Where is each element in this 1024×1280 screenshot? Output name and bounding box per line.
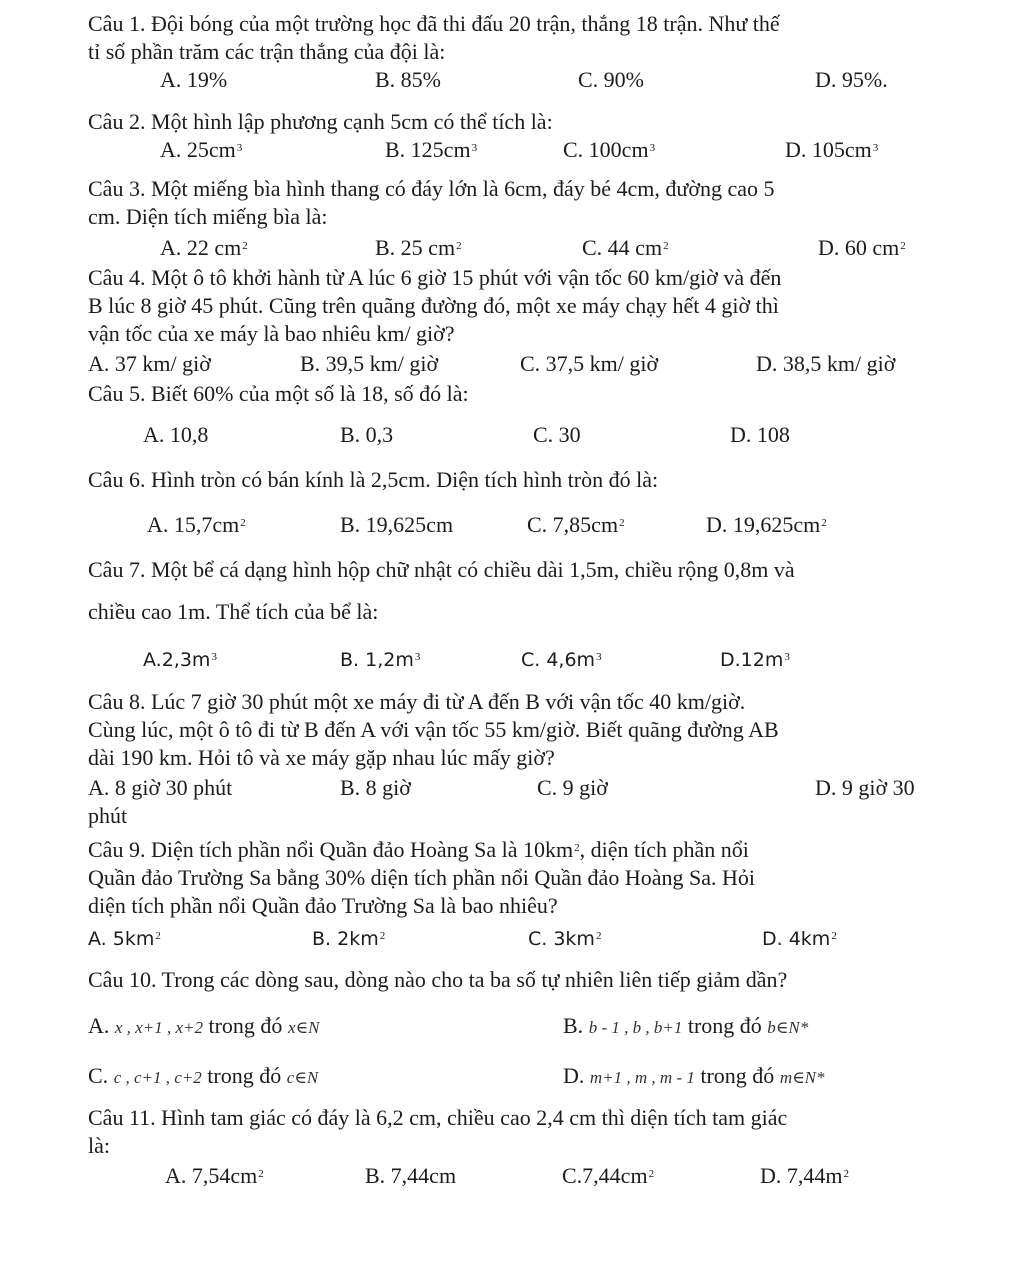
q6-option-a-text: A. 15,7cm — [147, 512, 240, 537]
q4-line-2: B lúc 8 giờ 45 phút. Cũng trên quãng đường đó, một xe máy chạy hết 4 giờ thì — [88, 293, 779, 318]
q11-option-a — [165, 1162, 264, 1190]
q8-option-a: A. 8 giờ 30 phút — [88, 775, 233, 800]
q1-option-c: C. 90% — [578, 67, 644, 92]
q1-option-d: D. 95%. — [815, 67, 888, 92]
q10-c-expression: c , c+1 , c+2 — [113, 1068, 202, 1087]
q8-line-2: Cùng lúc, một ô tô đi từ B đến A với vận tốc 55 km/giờ. Biết quãng đường AB — [88, 717, 779, 742]
q3-line-1: Câu 3. Một miếng bìa hình thang có đáy lớn là 6cm, đáy bé 4cm, đường cao 5 — [88, 176, 775, 201]
q8-option-d-continued: phút — [88, 803, 128, 828]
q9-line-1 — [88, 836, 749, 864]
q7-line-1: Câu 7. Một bể cá dạng hình hộp chữ nhật có chiều dài 1,5m, chiều rộng 0,8m và — [88, 557, 795, 582]
q5-option-b: B. 0,3 — [340, 422, 394, 447]
q2-a-exponent: 3 — [236, 142, 243, 154]
q2-option-b — [385, 136, 477, 164]
q9-option-b — [312, 924, 385, 953]
q7-option-c-text: C. 4,6m — [521, 649, 596, 671]
q6-d-exponent: 2 — [821, 517, 827, 529]
q3-option-d-text: D. 60 cm — [818, 235, 900, 260]
q3-line-2: cm. Diện tích miếng bìa là: — [88, 204, 328, 229]
q2-b-exponent: 3 — [471, 142, 478, 154]
q9-b-exponent: 2 — [379, 930, 386, 942]
q3-b-exponent: 2 — [456, 240, 462, 252]
q4-option-b: B. 39,5 km/ giờ — [300, 351, 439, 376]
q2-option-a-text: A. 25cm — [160, 137, 236, 162]
q8-option-c: C. 9 giờ — [537, 775, 608, 800]
q2-option-b-text: B. 125cm — [385, 137, 471, 162]
q7-option-a-text: A.2,3m — [143, 649, 211, 671]
q11-option-b: B. 7,44cm — [365, 1163, 457, 1188]
q7-d-exponent: 3 — [784, 651, 790, 663]
q10-a-label: A. — [88, 1013, 110, 1038]
q3-option-d — [818, 234, 906, 262]
q1-line-1: Câu 1. Đội bóng của một trường học đã thi đấu 20 trận, thắng 18 trận. Như thế — [88, 11, 780, 36]
q5-option-d: D. 108 — [730, 422, 790, 447]
q10-d-expression: m+1 , m , m - 1 — [589, 1068, 695, 1087]
q10-line-1: Câu 10. Trong các dòng sau, dòng nào cho ta ba số tự nhiên liên tiếp giảm dần? — [88, 967, 788, 992]
q1-line-2: tỉ số phần trăm các trận thắng của đội là: — [88, 39, 446, 64]
q3-option-c — [582, 234, 669, 262]
q9-line-1-part-a: Câu 9. Diện tích phần nổi Quần đảo Hoàng Sa là 10km — [88, 837, 574, 862]
q11-option-d-text: D. 7,44m — [760, 1163, 843, 1188]
q1-option-b: B. 85% — [375, 67, 441, 92]
q9-option-c-text: C. 3km — [528, 928, 595, 950]
q9-line-2: Quần đảo Trường Sa bằng 30% diện tích phần nổi Quần đảo Hoàng Sa. Hỏi — [88, 865, 755, 890]
q7-option-a — [143, 645, 217, 674]
q8-line-3: dài 190 km. Hỏi tô và xe máy gặp nhau lúc mấy giờ? — [88, 745, 555, 770]
q5-option-a: A. 10,8 — [143, 422, 209, 447]
q8-option-d: D. 9 giờ 30 — [815, 775, 915, 800]
q3-d-exponent: 2 — [900, 240, 906, 252]
q3-a-exponent: 2 — [242, 240, 248, 252]
q3-option-b-text: B. 25 cm — [375, 235, 456, 260]
q9-option-d-text: D. 4km — [762, 928, 831, 950]
q11-a-exponent: 2 — [258, 1168, 264, 1180]
q11-d-exponent: 2 — [843, 1168, 849, 1180]
q10-a-text: trong đó — [208, 1013, 283, 1038]
q10-option-a — [88, 1012, 319, 1042]
q6-option-c — [527, 511, 625, 539]
q1-option-a: A. 19% — [160, 67, 228, 92]
q9-a-exponent: 2 — [155, 930, 161, 942]
q10-a-expression: x , x+1 , x+2 — [114, 1018, 203, 1037]
q7-option-d-text: D.12m — [720, 649, 784, 671]
q4-line-3: vận tốc của xe máy là bao nhiêu km/ giờ? — [88, 321, 455, 346]
q9-line-1-exponent: 2 — [574, 842, 580, 854]
q3-option-c-text: C. 44 cm — [582, 235, 663, 260]
q2-d-exponent: 3 — [872, 142, 879, 154]
q4-option-a: A. 37 km/ giờ — [88, 351, 211, 376]
q9-option-a-text: A. 5km — [88, 928, 155, 950]
q11-c-exponent: 2 — [648, 1168, 655, 1180]
q10-option-b — [563, 1012, 808, 1042]
q6-option-d-text: D. 19,625cm — [706, 512, 821, 537]
q7-option-b-text: B. 1,2m — [340, 649, 414, 671]
q6-option-c-text: C. 7,85cm — [527, 512, 619, 537]
q4-option-c: C. 37,5 km/ giờ — [520, 351, 659, 376]
q3-option-a — [160, 234, 248, 262]
q9-line-1-part-b: , diện tích phần nổi — [579, 837, 749, 862]
q2-option-c — [563, 136, 655, 164]
q6-line-1: Câu 6. Hình tròn có bán kính là 2,5cm. Diện tích hình tròn đó là: — [88, 467, 659, 492]
q11-option-a-text: A. 7,54cm — [165, 1163, 258, 1188]
q9-option-c — [528, 924, 601, 953]
q2-option-d-text: D. 105cm — [785, 137, 872, 162]
q11-option-c-text: C.7,44cm — [562, 1163, 648, 1188]
q11-line-1: Câu 11. Hình tam giác có đáy là 6,2 cm, chiều cao 2,4 cm thì diện tích tam giác — [88, 1105, 788, 1130]
q9-option-b-text: B. 2km — [312, 928, 379, 950]
q9-c-exponent: 2 — [595, 930, 602, 942]
q8-option-b: B. 8 giờ — [340, 775, 411, 800]
q5-option-c: C. 30 — [533, 422, 581, 447]
q10-a-condition: x∈N — [287, 1018, 320, 1037]
q11-option-d — [760, 1162, 849, 1190]
q7-b-exponent: 3 — [414, 651, 421, 663]
q7-a-exponent: 3 — [211, 651, 217, 663]
q7-option-d — [720, 645, 790, 674]
q2-option-a — [160, 136, 242, 164]
q2-c-exponent: 3 — [649, 142, 656, 154]
q6-a-exponent: 2 — [240, 517, 246, 529]
q3-option-b — [375, 234, 462, 262]
q11-line-2: là: — [88, 1133, 110, 1158]
q6-option-b: B. 19,625cm — [340, 512, 454, 537]
q10-b-text: trong đó — [687, 1013, 762, 1038]
q10-c-label: C. — [88, 1063, 109, 1088]
q9-option-a — [88, 924, 161, 953]
q7-option-c — [521, 645, 602, 674]
q6-c-exponent: 2 — [619, 517, 625, 529]
q10-option-c — [88, 1062, 318, 1092]
q11-option-c — [562, 1162, 654, 1190]
q9-option-d — [762, 924, 837, 953]
q6-option-a — [147, 511, 246, 539]
q7-line-2: chiều cao 1m. Thể tích của bể là: — [88, 599, 379, 624]
q10-c-text: trong đó — [207, 1063, 282, 1088]
q10-b-label: B. — [563, 1013, 584, 1038]
q10-d-text: trong đó — [700, 1063, 775, 1088]
q7-option-b — [340, 645, 420, 674]
q4-line-1: Câu 4. Một ô tô khởi hành từ A lúc 6 giờ 15 phút với vận tốc 60 km/giờ và đến — [88, 265, 782, 290]
q10-c-condition: c∈N — [286, 1068, 319, 1087]
q4-option-d: D. 38,5 km/ giờ — [756, 351, 896, 376]
q10-option-d — [563, 1062, 825, 1092]
q3-c-exponent: 2 — [663, 240, 669, 252]
q2-line-1: Câu 2. Một hình lập phương cạnh 5cm có thể tích là: — [88, 109, 553, 134]
q6-option-d — [706, 511, 827, 539]
q10-b-condition: b∈N* — [767, 1018, 809, 1037]
q8-line-1: Câu 8. Lúc 7 giờ 30 phút một xe máy đi từ A đến B với vận tốc 40 km/giờ. — [88, 689, 746, 714]
q9-d-exponent: 2 — [831, 930, 837, 942]
q3-option-a-text: A. 22 cm — [160, 235, 242, 260]
q9-line-3: diện tích phần nổi Quần đảo Trường Sa là bao nhiêu? — [88, 893, 558, 918]
q5-line-1: Câu 5. Biết 60% của một số là 18, số đó là: — [88, 381, 469, 406]
q10-d-label: D. — [563, 1063, 585, 1088]
q7-c-exponent: 3 — [596, 651, 602, 663]
q2-option-d — [785, 136, 878, 164]
q10-d-condition: m∈N* — [779, 1068, 825, 1087]
q2-option-c-text: C. 100cm — [563, 137, 649, 162]
q10-b-expression: b - 1 , b , b+1 — [588, 1018, 683, 1037]
